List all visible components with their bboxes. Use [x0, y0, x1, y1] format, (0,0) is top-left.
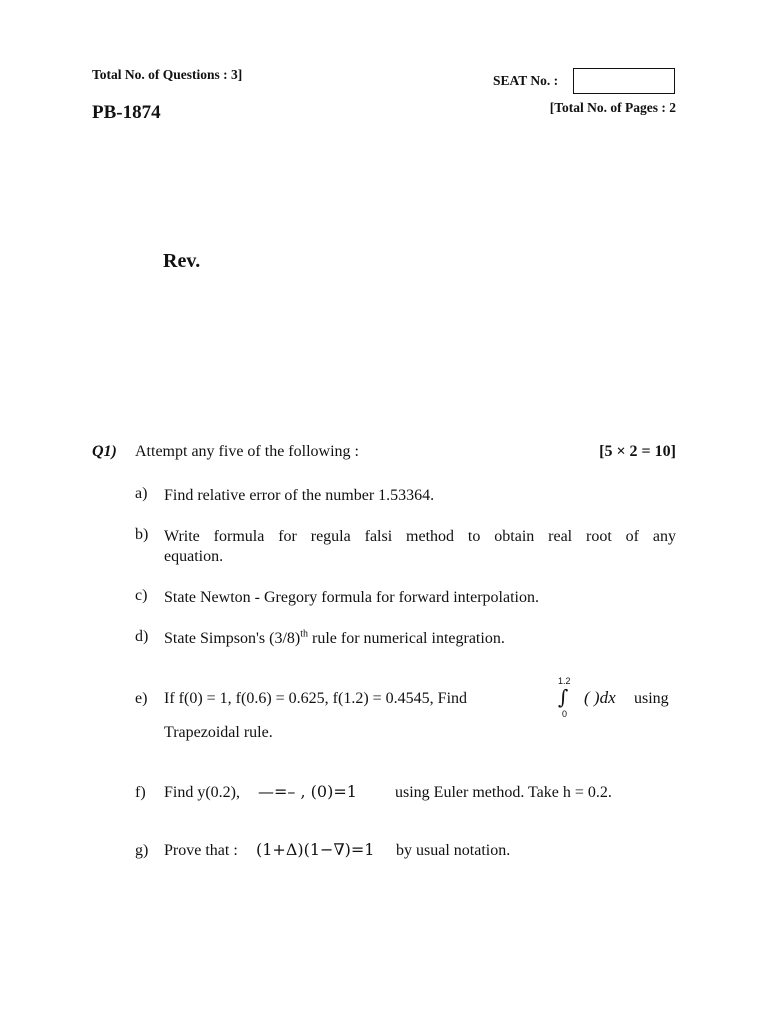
item-g-math: (1+Δ)(1−∇)=1	[256, 840, 375, 859]
item-g-letter: g)	[135, 842, 149, 859]
item-d-post: rule for numerical integration.	[308, 630, 505, 647]
question-instruction: Attempt any five of the following :	[135, 443, 359, 460]
seat-number-box[interactable]	[573, 68, 675, 94]
item-c-text: State Newton - Gregory formula for forward interpolation.	[164, 589, 539, 606]
item-f-math: —=– , (0)=1	[258, 782, 357, 801]
total-questions: Total No. of Questions : 3]	[92, 67, 243, 82]
item-d-sup: th	[300, 628, 308, 640]
item-e-line1: If f(0) = 1, f(0.6) = 0.625, f(1.2) = 0.4545, Find	[164, 690, 468, 707]
question-marks: [5 × 2 = 10]	[599, 443, 676, 460]
integral-upper-limit: 1.2	[558, 676, 571, 686]
integral-sign-icon: ∫	[558, 685, 569, 709]
paper-code: PB-1874	[92, 102, 161, 123]
item-e-using: using	[634, 690, 669, 707]
item-a-text: Find relative error of the number 1.53364.	[164, 487, 435, 504]
item-b-letter: b)	[135, 526, 149, 543]
item-b-line2: equation.	[164, 548, 224, 565]
item-e-line2: Trapezoidal rule.	[164, 724, 273, 741]
integral-lower-limit: 0	[562, 709, 568, 719]
item-a-letter: a)	[135, 485, 148, 502]
item-d-pre: State Simpson's (3/8)	[164, 630, 301, 647]
seat-number-label: SEAT No. :	[493, 73, 559, 88]
item-g-text-a: Prove that :	[164, 842, 238, 859]
item-f-text-b: using Euler method. Take h = 0.2.	[395, 784, 612, 801]
item-d-letter: d)	[135, 628, 149, 645]
item-e-letter: e)	[135, 690, 148, 707]
item-f-text-a: Find y(0.2),	[164, 784, 240, 801]
item-b-line1: Write formula for regula falsi method to obtain real root of any	[164, 528, 676, 545]
item-d-text	[164, 628, 676, 649]
item-g-text-b: by usual notation.	[396, 842, 511, 859]
question-number: Q1)	[92, 443, 117, 460]
item-e-integrand: ( )dx	[584, 688, 616, 707]
item-c-letter: c)	[135, 587, 148, 604]
total-pages: [Total No. of Pages : 2	[549, 100, 676, 115]
revision-label: Rev.	[163, 250, 201, 272]
item-f-letter: f)	[135, 784, 146, 801]
